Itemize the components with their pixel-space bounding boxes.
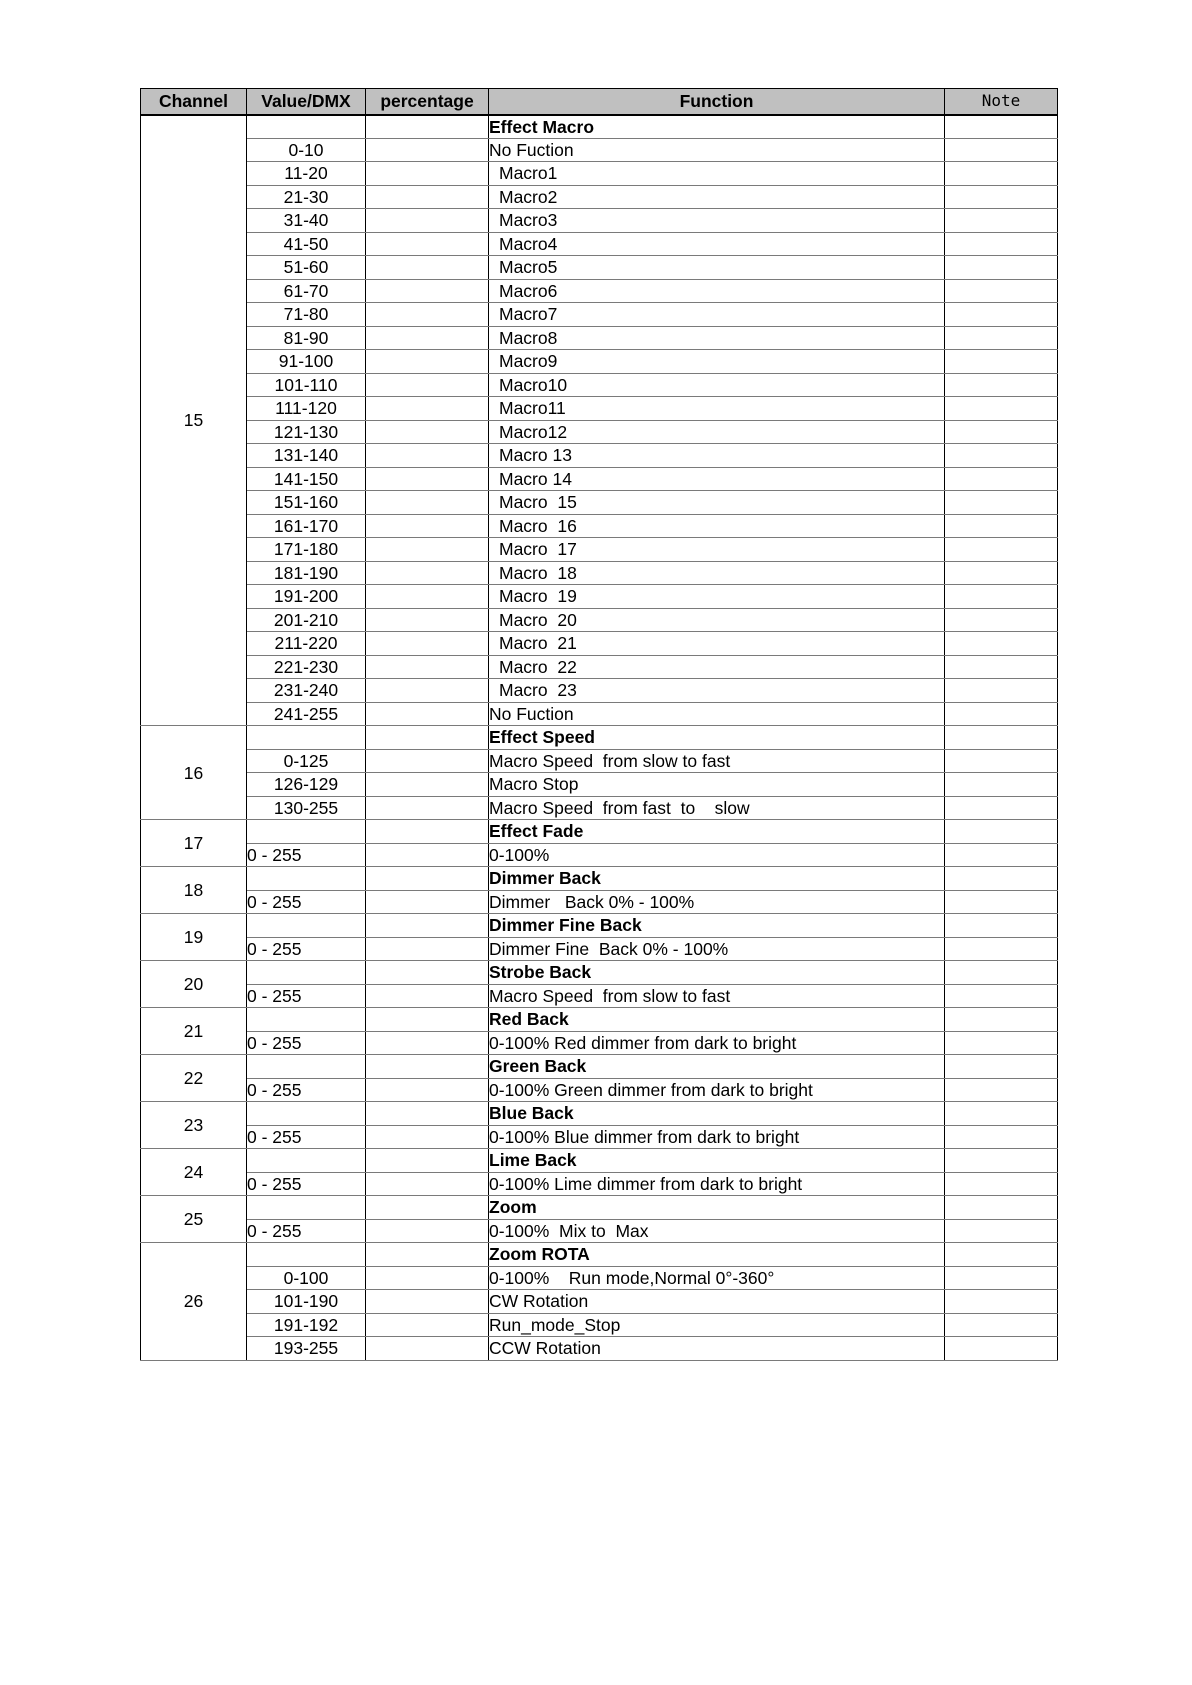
note-cell: [945, 820, 1058, 844]
value-dmx-cell: [247, 961, 366, 985]
function-heading-cell: Effect Speed: [489, 726, 945, 750]
table-row: [141, 1102, 1058, 1126]
note-cell: [945, 867, 1058, 891]
percentage-cell: [366, 1219, 489, 1243]
function-cell: Macro12: [489, 420, 945, 444]
note-cell: [945, 279, 1058, 303]
table-row: [141, 632, 1058, 656]
percentage-cell: [366, 1266, 489, 1290]
table-body: [141, 115, 1058, 1361]
note-cell: [945, 397, 1058, 421]
table-row: [141, 984, 1058, 1008]
percentage-cell: [366, 1196, 489, 1220]
percentage-cell: [366, 655, 489, 679]
note-cell: [945, 115, 1058, 139]
note-cell: [945, 984, 1058, 1008]
note-cell: [945, 162, 1058, 186]
function-cell: Macro 23: [489, 679, 945, 703]
function-cell: Macro8: [489, 326, 945, 350]
table-row: [141, 1125, 1058, 1149]
value-dmx-cell: 0 - 255: [247, 1219, 366, 1243]
function-cell: Macro 13: [489, 444, 945, 468]
note-cell: [945, 890, 1058, 914]
function-cell: Macro7: [489, 303, 945, 327]
percentage-cell: [366, 279, 489, 303]
table-row: [141, 1031, 1058, 1055]
value-dmx-cell: 130-255: [247, 796, 366, 820]
note-cell: [945, 1125, 1058, 1149]
note-cell: [945, 138, 1058, 162]
note-cell: [945, 1008, 1058, 1032]
note-cell: [945, 608, 1058, 632]
table-row: [141, 373, 1058, 397]
note-cell: [945, 655, 1058, 679]
function-cell: Macro10: [489, 373, 945, 397]
function-cell: CW Rotation: [489, 1290, 945, 1314]
note-cell: [945, 679, 1058, 703]
table-row: [141, 820, 1058, 844]
percentage-cell: [366, 1172, 489, 1196]
percentage-cell: [366, 256, 489, 280]
table-row: [141, 561, 1058, 585]
percentage-cell: [366, 185, 489, 209]
value-dmx-cell: 221-230: [247, 655, 366, 679]
percentage-cell: [366, 138, 489, 162]
note-cell: [945, 538, 1058, 562]
value-dmx-cell: [247, 1055, 366, 1079]
table-row: [141, 1078, 1058, 1102]
value-dmx-cell: 0 - 255: [247, 984, 366, 1008]
percentage-cell: [366, 1313, 489, 1337]
percentage-cell: [366, 1149, 489, 1173]
note-cell: [945, 467, 1058, 491]
table-row: [141, 1219, 1058, 1243]
note-cell: [945, 1313, 1058, 1337]
percentage-cell: [366, 491, 489, 515]
note-cell: [945, 350, 1058, 374]
table-row: [141, 961, 1058, 985]
channel-cell: 16: [141, 726, 247, 820]
note-cell: [945, 491, 1058, 515]
note-cell: [945, 326, 1058, 350]
table-row: [141, 538, 1058, 562]
note-cell: [945, 796, 1058, 820]
function-cell: Dimmer Back 0% - 100%: [489, 890, 945, 914]
percentage-cell: [366, 749, 489, 773]
table-row: [141, 1196, 1058, 1220]
percentage-cell: [366, 820, 489, 844]
value-dmx-cell: 181-190: [247, 561, 366, 585]
function-column-header: Function: [489, 89, 945, 115]
function-heading-cell: Effect Macro: [489, 115, 945, 139]
note-cell: [945, 914, 1058, 938]
table-row: [141, 796, 1058, 820]
table-row: [141, 914, 1058, 938]
percentage-cell: [366, 726, 489, 750]
table-row: [141, 350, 1058, 374]
table-row: [141, 420, 1058, 444]
note-cell: [945, 444, 1058, 468]
function-cell: Macro 21: [489, 632, 945, 656]
value-dmx-column-header: Value/DMX: [247, 89, 366, 115]
header-row: [141, 89, 1058, 115]
function-heading-cell: Strobe Back: [489, 961, 945, 985]
value-dmx-cell: 81-90: [247, 326, 366, 350]
function-cell: Macro Stop: [489, 773, 945, 797]
percentage-cell: [366, 679, 489, 703]
percentage-cell: [366, 1055, 489, 1079]
note-column-header: Note: [945, 89, 1058, 115]
function-cell: 0-100% Lime dimmer from dark to bright: [489, 1172, 945, 1196]
percentage-cell: [366, 1290, 489, 1314]
function-cell: Macro Speed from fast to slow: [489, 796, 945, 820]
value-dmx-cell: 71-80: [247, 303, 366, 327]
note-cell: [945, 937, 1058, 961]
value-dmx-cell: 0-125: [247, 749, 366, 773]
table-row: [141, 514, 1058, 538]
function-heading-cell: Zoom: [489, 1196, 945, 1220]
note-cell: [945, 961, 1058, 985]
percentage-cell: [366, 1337, 489, 1361]
note-cell: [945, 1337, 1058, 1361]
percentage-cell: [366, 843, 489, 867]
table-row: [141, 702, 1058, 726]
function-cell: 0-100% Red dimmer from dark to bright: [489, 1031, 945, 1055]
channel-cell: 26: [141, 1243, 247, 1361]
note-cell: [945, 1196, 1058, 1220]
note-cell: [945, 420, 1058, 444]
note-cell: [945, 585, 1058, 609]
percentage-cell: [366, 773, 489, 797]
function-cell: Macro2: [489, 185, 945, 209]
table-row: [141, 1313, 1058, 1337]
percentage-cell: [366, 796, 489, 820]
table-row: [141, 655, 1058, 679]
percentage-cell: [366, 514, 489, 538]
function-heading-cell: Blue Back: [489, 1102, 945, 1126]
value-dmx-cell: 191-192: [247, 1313, 366, 1337]
note-cell: [945, 373, 1058, 397]
value-dmx-cell: 0 - 255: [247, 890, 366, 914]
note-cell: [945, 1290, 1058, 1314]
channel-cell: 20: [141, 961, 247, 1008]
table-row: [141, 749, 1058, 773]
function-cell: Macro 14: [489, 467, 945, 491]
table-row: [141, 491, 1058, 515]
note-cell: [945, 1055, 1058, 1079]
value-dmx-cell: 111-120: [247, 397, 366, 421]
note-cell: [945, 185, 1058, 209]
percentage-cell: [366, 702, 489, 726]
dmx-channel-sheet: [140, 88, 1057, 1361]
function-cell: Macro 19: [489, 585, 945, 609]
percentage-cell: [366, 115, 489, 139]
table-row: [141, 162, 1058, 186]
value-dmx-cell: 91-100: [247, 350, 366, 374]
percentage-cell: [366, 937, 489, 961]
value-dmx-cell: 0 - 255: [247, 1125, 366, 1149]
function-cell: CCW Rotation: [489, 1337, 945, 1361]
channel-cell: 17: [141, 820, 247, 867]
percentage-cell: [366, 608, 489, 632]
table-row: [141, 279, 1058, 303]
note-cell: [945, 773, 1058, 797]
note-cell: [945, 632, 1058, 656]
value-dmx-cell: 0 - 255: [247, 1031, 366, 1055]
value-dmx-cell: 61-70: [247, 279, 366, 303]
value-dmx-cell: 141-150: [247, 467, 366, 491]
function-cell: Macro9: [489, 350, 945, 374]
percentage-cell: [366, 397, 489, 421]
dmx-channel-table: [140, 88, 1058, 1361]
table-row: [141, 1055, 1058, 1079]
note-cell: [945, 1102, 1058, 1126]
percentage-cell: [366, 1125, 489, 1149]
value-dmx-cell: 21-30: [247, 185, 366, 209]
note-cell: [945, 1219, 1058, 1243]
table-row: [141, 1337, 1058, 1361]
channel-column-header: Channel: [141, 89, 247, 115]
table-row: [141, 843, 1058, 867]
function-heading-cell: Dimmer Back: [489, 867, 945, 891]
table-row: [141, 937, 1058, 961]
percentage-column-header: percentage: [366, 89, 489, 115]
table-row: [141, 1290, 1058, 1314]
percentage-cell: [366, 209, 489, 233]
percentage-cell: [366, 350, 489, 374]
value-dmx-cell: [247, 1102, 366, 1126]
table-row: [141, 1243, 1058, 1267]
value-dmx-cell: 211-220: [247, 632, 366, 656]
percentage-cell: [366, 1008, 489, 1032]
table-row: [141, 326, 1058, 350]
value-dmx-cell: 161-170: [247, 514, 366, 538]
table-row: [141, 890, 1058, 914]
function-cell: Run_mode_Stop: [489, 1313, 945, 1337]
value-dmx-cell: [247, 1196, 366, 1220]
value-dmx-cell: [247, 726, 366, 750]
table-header: [141, 89, 1058, 115]
percentage-cell: [366, 1243, 489, 1267]
table-row: [141, 1266, 1058, 1290]
channel-cell: 19: [141, 914, 247, 961]
percentage-cell: [366, 538, 489, 562]
note-cell: [945, 749, 1058, 773]
value-dmx-cell: 0 - 255: [247, 1172, 366, 1196]
function-cell: 0-100% Green dimmer from dark to bright: [489, 1078, 945, 1102]
function-cell: Macro Speed from slow to fast: [489, 984, 945, 1008]
note-cell: [945, 1149, 1058, 1173]
percentage-cell: [366, 1031, 489, 1055]
percentage-cell: [366, 914, 489, 938]
function-cell: No Fuction: [489, 138, 945, 162]
table-row: [141, 397, 1058, 421]
value-dmx-cell: 0 - 255: [247, 937, 366, 961]
channel-cell: 18: [141, 867, 247, 914]
percentage-cell: [366, 373, 489, 397]
note-cell: [945, 232, 1058, 256]
function-cell: Macro 22: [489, 655, 945, 679]
function-heading-cell: Red Back: [489, 1008, 945, 1032]
table-row: [141, 1008, 1058, 1032]
function-heading-cell: Lime Back: [489, 1149, 945, 1173]
note-cell: [945, 209, 1058, 233]
function-heading-cell: Zoom ROTA: [489, 1243, 945, 1267]
table-row: [141, 467, 1058, 491]
percentage-cell: [366, 585, 489, 609]
function-cell: Macro11: [489, 397, 945, 421]
table-row: [141, 138, 1058, 162]
function-heading-cell: Green Back: [489, 1055, 945, 1079]
function-cell: Macro Speed from slow to fast: [489, 749, 945, 773]
value-dmx-cell: 0 - 255: [247, 843, 366, 867]
percentage-cell: [366, 162, 489, 186]
table-row: [141, 1149, 1058, 1173]
value-dmx-cell: [247, 867, 366, 891]
function-cell: Macro 15: [489, 491, 945, 515]
value-dmx-cell: [247, 115, 366, 139]
value-dmx-cell: 193-255: [247, 1337, 366, 1361]
percentage-cell: [366, 1078, 489, 1102]
percentage-cell: [366, 1102, 489, 1126]
value-dmx-cell: 241-255: [247, 702, 366, 726]
percentage-cell: [366, 632, 489, 656]
table-row: [141, 1172, 1058, 1196]
table-row: [141, 256, 1058, 280]
function-cell: Macro6: [489, 279, 945, 303]
note-cell: [945, 1078, 1058, 1102]
value-dmx-cell: 171-180: [247, 538, 366, 562]
value-dmx-cell: 0-10: [247, 138, 366, 162]
function-heading-cell: Effect Fade: [489, 820, 945, 844]
percentage-cell: [366, 961, 489, 985]
note-cell: [945, 1243, 1058, 1267]
note-cell: [945, 1266, 1058, 1290]
percentage-cell: [366, 890, 489, 914]
note-cell: [945, 303, 1058, 327]
channel-cell: 15: [141, 115, 247, 726]
value-dmx-cell: 121-130: [247, 420, 366, 444]
function-cell: No Fuction: [489, 702, 945, 726]
note-cell: [945, 256, 1058, 280]
function-cell: 0-100% Blue dimmer from dark to bright: [489, 1125, 945, 1149]
percentage-cell: [366, 420, 489, 444]
channel-cell: 21: [141, 1008, 247, 1055]
table-row: [141, 185, 1058, 209]
function-cell: 0-100% Run mode,Normal 0°-360°: [489, 1266, 945, 1290]
value-dmx-cell: [247, 1008, 366, 1032]
value-dmx-cell: 31-40: [247, 209, 366, 233]
function-cell: Dimmer Fine Back 0% - 100%: [489, 937, 945, 961]
value-dmx-cell: 201-210: [247, 608, 366, 632]
table-row: [141, 726, 1058, 750]
table-row: [141, 115, 1058, 139]
percentage-cell: [366, 984, 489, 1008]
value-dmx-cell: 51-60: [247, 256, 366, 280]
value-dmx-cell: 11-20: [247, 162, 366, 186]
percentage-cell: [366, 867, 489, 891]
percentage-cell: [366, 326, 489, 350]
function-cell: 0-100% Mix to Max: [489, 1219, 945, 1243]
value-dmx-cell: 151-160: [247, 491, 366, 515]
value-dmx-cell: 41-50: [247, 232, 366, 256]
table-row: [141, 867, 1058, 891]
note-cell: [945, 843, 1058, 867]
function-cell: Macro 16: [489, 514, 945, 538]
value-dmx-cell: [247, 914, 366, 938]
value-dmx-cell: 0-100: [247, 1266, 366, 1290]
function-cell: 0-100%: [489, 843, 945, 867]
note-cell: [945, 702, 1058, 726]
percentage-cell: [366, 561, 489, 585]
table-row: [141, 232, 1058, 256]
table-row: [141, 444, 1058, 468]
note-cell: [945, 561, 1058, 585]
table-row: [141, 773, 1058, 797]
value-dmx-cell: 126-129: [247, 773, 366, 797]
percentage-cell: [366, 467, 489, 491]
table-row: [141, 679, 1058, 703]
function-cell: Macro3: [489, 209, 945, 233]
value-dmx-cell: 191-200: [247, 585, 366, 609]
channel-cell: 23: [141, 1102, 247, 1149]
function-cell: Macro5: [489, 256, 945, 280]
value-dmx-cell: [247, 820, 366, 844]
function-cell: Macro1: [489, 162, 945, 186]
function-cell: Macro 17: [489, 538, 945, 562]
value-dmx-cell: 0 - 255: [247, 1078, 366, 1102]
note-cell: [945, 1031, 1058, 1055]
function-cell: Macro 20: [489, 608, 945, 632]
function-heading-cell: Dimmer Fine Back: [489, 914, 945, 938]
value-dmx-cell: [247, 1149, 366, 1173]
channel-cell: 24: [141, 1149, 247, 1196]
note-cell: [945, 1172, 1058, 1196]
channel-cell: 25: [141, 1196, 247, 1243]
note-cell: [945, 726, 1058, 750]
table-row: [141, 303, 1058, 327]
value-dmx-cell: 131-140: [247, 444, 366, 468]
table-row: [141, 209, 1058, 233]
value-dmx-cell: [247, 1243, 366, 1267]
value-dmx-cell: 101-110: [247, 373, 366, 397]
channel-cell: 22: [141, 1055, 247, 1102]
table-row: [141, 608, 1058, 632]
percentage-cell: [366, 444, 489, 468]
function-cell: Macro 18: [489, 561, 945, 585]
note-cell: [945, 514, 1058, 538]
percentage-cell: [366, 303, 489, 327]
table-row: [141, 585, 1058, 609]
value-dmx-cell: 101-190: [247, 1290, 366, 1314]
percentage-cell: [366, 232, 489, 256]
function-cell: Macro4: [489, 232, 945, 256]
value-dmx-cell: 231-240: [247, 679, 366, 703]
